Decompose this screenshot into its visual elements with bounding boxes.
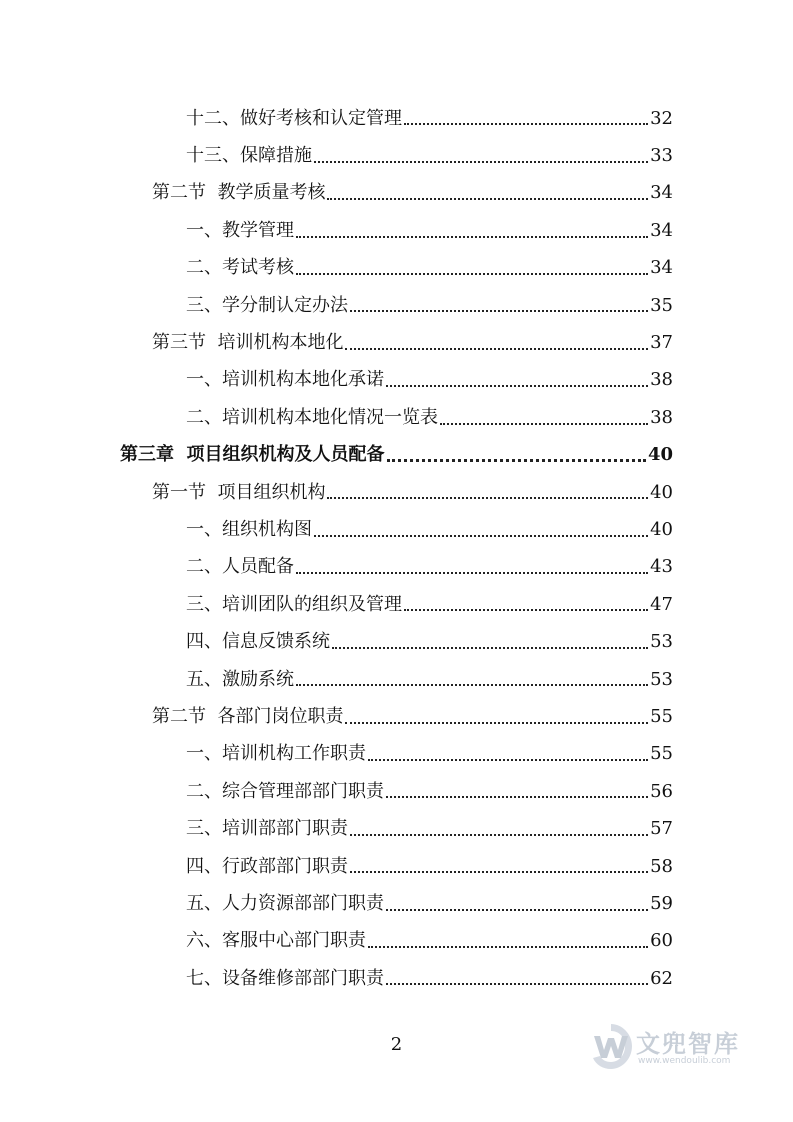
toc-dot-leader: [368, 946, 648, 948]
table-of-contents: [0, 100, 793, 997]
toc-entry-title: 四、行政部部门职责: [186, 855, 348, 877]
toc-entry-page: 58: [650, 855, 673, 877]
toc-entry-title: 第一节 项目组织机构: [152, 481, 326, 503]
toc-entry-title: 六、客服中心部门职责: [186, 930, 366, 952]
toc-entry-page: 40: [650, 481, 673, 503]
toc-entry-page: 53: [650, 668, 673, 690]
toc-entry[interactable]: [0, 623, 793, 660]
toc-dot-leader: [314, 161, 648, 163]
toc-entry-title: 二、人员配备: [186, 556, 294, 578]
toc-entry[interactable]: [0, 362, 793, 399]
toc-dot-leader: [314, 535, 648, 537]
toc-dot-leader: [440, 423, 648, 425]
toc-entry-title: 三、培训团队的组织及管理: [186, 593, 402, 615]
toc-dot-leader: [386, 385, 648, 387]
toc-entry[interactable]: [0, 923, 793, 960]
toc-entry-title: 第三节 培训机构本地化: [152, 332, 344, 354]
toc-entry[interactable]: [0, 250, 793, 287]
toc-entry-page: 60: [650, 930, 673, 952]
toc-entry[interactable]: [0, 960, 793, 997]
toc-dot-leader: [386, 909, 648, 911]
toc-dot-leader: [345, 348, 648, 350]
toc-entry-page: 59: [650, 892, 673, 914]
toc-entry-page: 40: [650, 518, 673, 540]
toc-entry-title: 二、培训机构本地化情况一览表: [186, 406, 438, 428]
toc-entry-page: 56: [650, 780, 673, 802]
watermark: [588, 1018, 768, 1076]
toc-entry-page: 53: [650, 631, 673, 653]
toc-dot-leader: [327, 497, 648, 499]
toc-entry-page: 47: [650, 593, 673, 615]
toc-entry-title: 二、综合管理部部门职责: [186, 780, 384, 802]
toc-entry[interactable]: [0, 810, 793, 847]
toc-entry[interactable]: [0, 586, 793, 623]
toc-dot-leader: [327, 198, 648, 200]
toc-entry[interactable]: [0, 437, 793, 474]
toc-dot-leader: [368, 759, 648, 761]
toc-dot-leader: [350, 834, 648, 836]
toc-entry-title: 十三、保障措施: [186, 145, 312, 167]
toc-entry[interactable]: [0, 511, 793, 548]
toc-entry-page: 57: [650, 818, 673, 840]
toc-entry-title: 十二、做好考核和认定管理: [186, 107, 402, 129]
toc-entry-page: 55: [650, 743, 673, 765]
w-logo-icon: [588, 1022, 634, 1072]
toc-entry-page: 34: [650, 182, 673, 204]
toc-entry-title: 三、培训部部门职责: [186, 818, 348, 840]
toc-entry-page: 34: [650, 257, 673, 279]
toc-entry-page: 32: [650, 107, 673, 129]
toc-entry-page: 40: [647, 444, 673, 466]
toc-entry[interactable]: [0, 848, 793, 885]
toc-dot-leader: [332, 647, 648, 649]
toc-entry[interactable]: [0, 399, 793, 436]
toc-entry-title: 第二节 教学质量考核: [152, 182, 326, 204]
toc-dot-leader: [296, 273, 648, 275]
toc-entry-title: 五、激励系统: [186, 668, 294, 690]
toc-entry[interactable]: [0, 773, 793, 810]
toc-entry-page: 37: [650, 332, 673, 354]
toc-entry-title: 二、考试考核: [186, 257, 294, 279]
toc-entry-title: 五、人力资源部部门职责: [186, 892, 384, 914]
toc-entry-page: 38: [650, 406, 673, 428]
toc-entry[interactable]: [0, 287, 793, 324]
toc-dot-leader: [350, 871, 648, 873]
toc-dot-leader: [404, 123, 648, 125]
toc-entry[interactable]: [0, 698, 793, 735]
toc-entry-page: 55: [650, 705, 673, 727]
toc-entry[interactable]: [0, 661, 793, 698]
watermark-url: www.wendoulib.com: [638, 1056, 731, 1066]
toc-entry[interactable]: [0, 324, 793, 361]
page-number: 2: [390, 1034, 403, 1055]
watermark-text: 文兜智库: [636, 1030, 740, 1058]
toc-entry-title: 一、组织机构图: [186, 518, 312, 540]
toc-entry[interactable]: [0, 736, 793, 773]
toc-dot-leader: [386, 796, 648, 798]
toc-entry-page: 33: [650, 145, 673, 167]
toc-entry[interactable]: [0, 100, 793, 137]
toc-entry-title: 第二节 各部门岗位职责: [152, 705, 344, 727]
toc-entry[interactable]: [0, 549, 793, 586]
toc-entry-page: 34: [650, 219, 673, 241]
toc-entry-page: 35: [650, 294, 673, 316]
toc-dot-leader: [404, 609, 648, 611]
toc-dot-leader: [296, 684, 648, 686]
toc-entry-title: 三、学分制认定办法: [186, 294, 348, 316]
toc-entry-title: 四、信息反馈系统: [186, 631, 330, 653]
toc-entry-page: 62: [650, 967, 673, 989]
toc-entry[interactable]: [0, 137, 793, 174]
toc-dot-leader: [350, 310, 648, 312]
toc-entry[interactable]: [0, 212, 793, 249]
toc-entry[interactable]: [0, 175, 793, 212]
toc-dot-leader: [386, 983, 648, 985]
toc-entry-title: 一、培训机构本地化承诺: [186, 369, 384, 391]
toc-dot-leader: [387, 459, 646, 462]
toc-entry-page: 38: [650, 369, 673, 391]
toc-entry-title: 七、设备维修部部门职责: [186, 967, 384, 989]
toc-dot-leader: [345, 722, 648, 724]
toc-entry-page: 43: [650, 556, 673, 578]
toc-entry-title: 第三章 项目组织机构及人员配备: [120, 444, 385, 466]
toc-dot-leader: [296, 572, 648, 574]
toc-entry[interactable]: [0, 474, 793, 511]
toc-entry-title: 一、培训机构工作职责: [186, 743, 366, 765]
toc-entry[interactable]: [0, 885, 793, 922]
toc-dot-leader: [296, 236, 648, 238]
toc-entry-title: 一、教学管理: [186, 219, 294, 241]
